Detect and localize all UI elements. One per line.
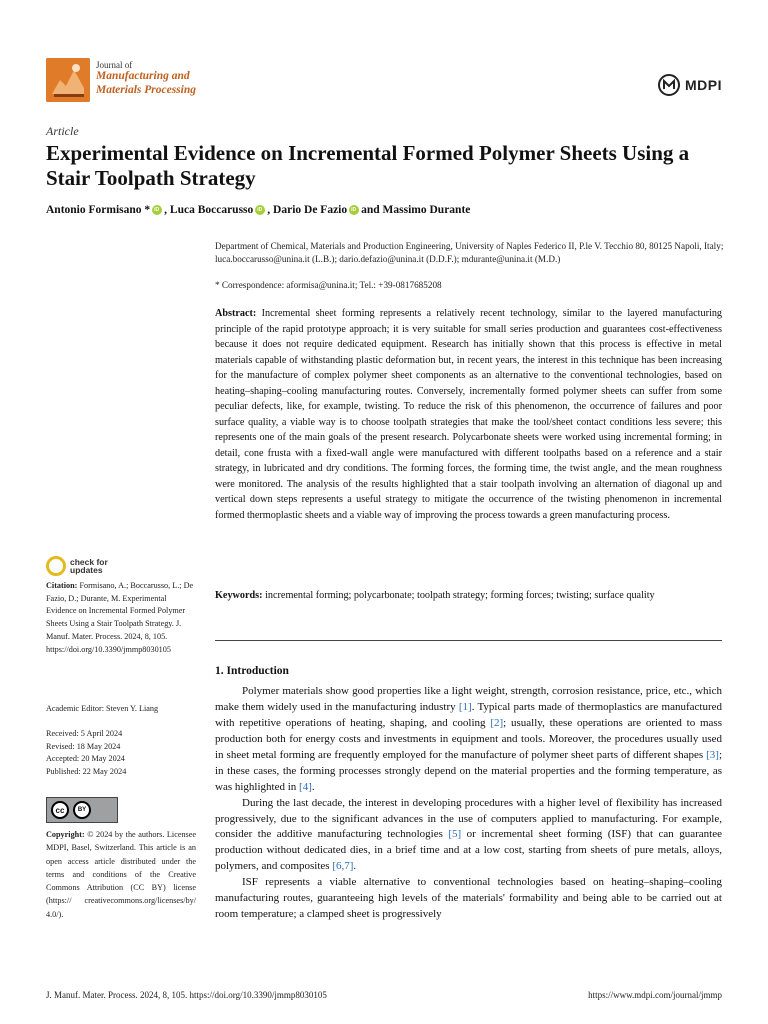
copyright	[46, 828, 196, 921]
keywords-text: incremental forming; polycarbonate; toolpath strategy; forming forces; twisting; surface quality	[265, 590, 655, 601]
copyright-text: © 2024 by the authors. Licensee MDPI, Basel, Switzerland. This article is an open access article distributed under the terms and conditions of the Creative Commons Attribution (CC BY) license (https:// creativecommons.org/licenses/by/ 4.0/).	[46, 830, 197, 919]
citation-link[interactable]: [5]	[448, 828, 462, 841]
journal-name	[96, 60, 196, 97]
author-name[interactable]: Antonio Formisano *	[46, 204, 151, 216]
by-icon: BY	[73, 801, 91, 819]
correspondence: * Correspondence: aformisa@unina.it; Tel.: +39-0817685208	[215, 280, 442, 290]
author-name[interactable]: and Massimo Durante	[361, 204, 471, 216]
keywords	[215, 588, 722, 604]
abstract-text: Incremental sheet forming represents a relatively recent technology, similar to the layered manufacturing principle of the rapid prototype approach; it is very suitable for small series production and guarantees cost-effectiveness because it does not require dedicated equipment. Research has initially shown that this process is effective in metal materials capable of withstanding plastic deformation but, in recent years, the interest in this technique has been increasing for the manufacture of complex polymer sheet components as an alternative to the conventional technologies, based on heating–shaping–cooling manufacturing routes. Conversely, incrementally formed polymer sheets can suffer from some peculiar defects, like, for example, twisting. To reduce the risk of this phenomenon, the occurrence of failures and poor surface quality, a viable way is to choose toolpath strategies that make the tool/sheet contact conditions less severe; this represents one of the main goals of the present research. Polycarbonate sheets were worked using incremental forming; in detail, cone frusta with a fixed-wall angle were manufactured with different toolpaths based on a reference and a stair strategy, in lubricated and dry conditions. The forming forces, the forming time, the twist angle, and the mean roughness were monitored. The analysis of the results highlighted that a stair toolpath involving an alternation of diagonal up and vertical down steps represents a useful strategy to mitigate the occurrence of the twisting phenomenon in incremental formed thermoplastic sheets and a viable way of improving the process towards a green manufacturing process.	[215, 308, 723, 521]
article-title: Experimental Evidence on Incremental Formed Polymer Sheets Using a Stair Toolpath Strategy	[46, 141, 690, 191]
citation	[46, 580, 196, 656]
author-name[interactable]: , Dario De Fazio	[267, 204, 348, 216]
citation-link[interactable]: [4]	[299, 780, 312, 793]
keywords-label: Keywords:	[215, 590, 263, 601]
citation-link[interactable]: [2]	[490, 716, 504, 729]
orcid-icon[interactable]	[349, 205, 359, 215]
orcid-icon[interactable]	[152, 205, 162, 215]
paragraph: During the last decade, the interest in developing procedures with a higher level of flexibility has increased progressively, due to the significant advances in the use of computers applied to manufacturing. For example, consider the additive manufacturing technologies [5] or incremental sheet forming (ISF) that can guarantee production without dedicated dies, in a brief time and at a low cost, starting from sheets of pure metals, alloys, polymers, and composites [6,7].	[215, 796, 723, 873]
cc-icon: cc	[51, 801, 69, 819]
section-divider	[215, 640, 722, 641]
citation-link[interactable]: [1]	[458, 700, 472, 713]
footer-journal-link[interactable]: https://www.mdpi.com/journal/jmmp	[588, 990, 722, 1000]
published-date: Published: 22 May 2024	[46, 767, 127, 777]
revised-date: Revised: 18 May 2024	[46, 741, 121, 751]
publisher-name: MDPI	[685, 77, 722, 93]
publisher-logo	[657, 70, 722, 100]
check-updates-label-2: updates	[70, 565, 103, 575]
affiliation: Department of Chemical, Materials and Production Engineering, University of Naples Federico II, P.le V. Tecchio 80, 80125 Napoli, Italy; luca.boccarusso@unina.it (L.B.); dario.defazio@unina.it (D.D.F.); mdurante@unina.it (M.D.)	[215, 241, 724, 264]
journal-prefix: Journal of	[96, 60, 133, 70]
introduction-body	[215, 684, 722, 923]
academic-editor: Academic Editor: Steven Y. Liang	[46, 704, 159, 713]
mdpi-logo-icon	[657, 73, 681, 97]
author-list	[46, 204, 470, 216]
abstract-label: Abstract:	[215, 308, 257, 319]
check-updates-icon	[46, 556, 66, 576]
accepted-date: Accepted: 20 May 2024	[46, 754, 125, 764]
footer-citation: J. Manuf. Mater. Process. 2024, 8, 105. https://doi.org/10.3390/jmmp8030105	[46, 990, 327, 1000]
citation-label: Citation:	[46, 581, 78, 590]
author-name[interactable]: , Luca Boccarusso	[164, 204, 254, 216]
copyright-label: Copyright:	[46, 830, 85, 839]
publication-dates	[46, 728, 126, 779]
citation-text: Formisano, A.; Boccarusso, L.; De Fazio, D.; Durante, M. Experimental Evidence on Incremental Formed Polymer Sheets Using a Stair Toolpath Strategy. J. Manuf. Mater. Process. 2024, 8, 105. https://doi.org/10.3390/jmmp8030105	[46, 581, 194, 654]
paragraph: ISF represents a viable alternative to conventional technologies based on heating–shaping–cooling manufacturing routes, guaranteeing high levels of the materials' formability and being able to be carried out at room temperature; a clamped sheet is progressively	[215, 876, 722, 921]
citation-link[interactable]: [3]	[706, 748, 719, 761]
orcid-icon[interactable]	[255, 205, 265, 215]
cc-license-badge[interactable]	[46, 797, 118, 823]
journal-name-line1: Manufacturing and	[96, 70, 190, 83]
citation-link[interactable]: [6,7]	[332, 860, 354, 873]
check-updates-label-1: check for	[70, 556, 108, 567]
paragraph: Polymer materials show good properties like a light weight, strength, corrosion resistance, price, etc., which make them widely used in the manufacturing industry [1]. Typical parts made of thermoplastics are manufactured with repetitive operations of heating, shaping, and cooling [2]; usually, these operations are oriented to mass production both for energy costs and investments in equipment and tools. Moreover, the procedures usually used in sheet metal forming are frequently employed for the manufacture of polymer sheet parts of different shapes [3]; in these cases, the forming processes strongly depend on the material properties and the forming temperature, as was highlighted in [4].	[215, 685, 723, 793]
article-type: Article	[46, 124, 79, 138]
section-heading: 1. Introduction	[215, 665, 289, 677]
journal-name-line2: Materials Processing	[96, 83, 196, 96]
received-date: Received: 5 April 2024	[46, 729, 123, 738]
check-for-updates-button[interactable]	[46, 556, 108, 576]
abstract	[215, 306, 722, 523]
journal-logo	[46, 58, 90, 102]
